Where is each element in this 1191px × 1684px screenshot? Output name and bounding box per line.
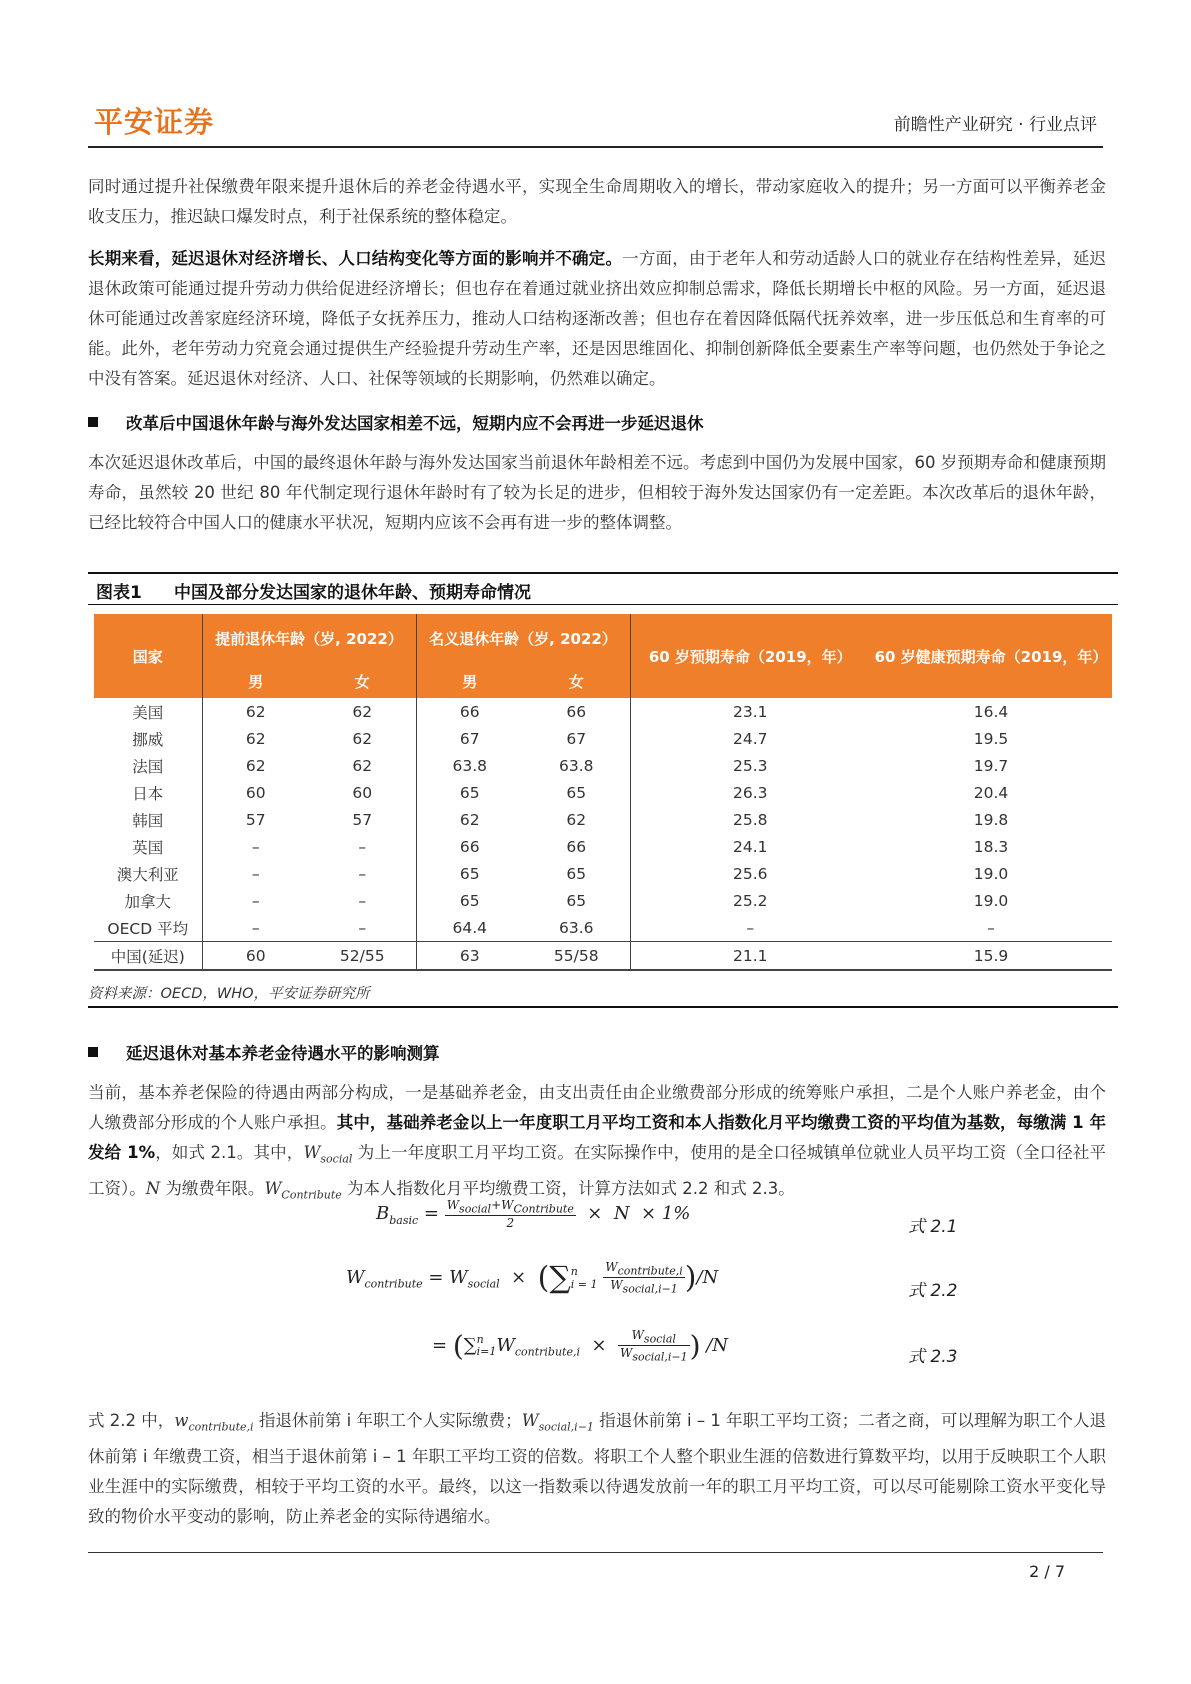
cell-early-female: –: [309, 833, 416, 860]
cell-early-female: –: [309, 887, 416, 914]
paragraph-2-body: 一方面，由于老年人和劳动适龄人口的就业存在结构性差异，延迟退休政策可能通过提升劳动力供给促进经济增长；但也存在着通过就业挤出效应抑制总需求，降低长期增长中枢的风险。另一方面，延迟退休可能通过改善家庭经济环境，降低子女抚养压力，推动人口结构逐渐改善；但也存在着因降低隔代抚养效率，进一步压低总和生育率的可能。此外，老年劳动力究竟会通过提供生产经验提升劳动生产率，还是因思维固化、抑制创新降低全要素生产率等问题，也仍然处于争论之中没有答案。延迟退休对经济、人口、社保等领域的长期影响，仍然难以确定。: [88, 249, 1107, 388]
cell-early-male: 60: [202, 942, 309, 971]
cell-country: 日本: [94, 779, 202, 806]
paragraph-2: [88, 244, 1106, 394]
brand-logo: 平安证券: [94, 105, 215, 139]
table-row: [94, 860, 1112, 887]
table-row: [94, 752, 1112, 779]
cell-early-male: 57: [245, 810, 266, 829]
paragraph-4-part-a: 当前，基本养老保险的待遇由两部分构成，一是基础养老金，由支出责任由企业缴费部分形成的统筹账户承担，二是个人账户养老金，由个人缴费部分形成的个人账户承担。: [88, 1083, 1106, 1132]
cell-early-male: –: [251, 891, 260, 910]
page-number: 2 / 7: [1029, 1562, 1065, 1581]
paragraph-4-bold: 其中，基础养老金以上一年度职工月平均工资和本人指数化月平均缴费工资的平均值为基数，每缴满 1 年发给 1%: [88, 1113, 1106, 1162]
cell-nominal-male: 65: [459, 864, 480, 883]
retirement-age-table: [94, 614, 1112, 971]
cell-early-female: 57: [309, 806, 416, 833]
figure-title-bar: [88, 572, 1118, 605]
section-heading-1-text: 改革后中国退休年龄与海外发达国家相差不远，短期内应不会再进一步延迟退休: [126, 414, 704, 433]
cell-country: OECD 平均: [94, 914, 202, 942]
cell-nominal-female: 55/58: [523, 942, 630, 971]
cell-life-expectancy: 25.3: [732, 756, 768, 775]
equation-label-2-3: 式 2.3: [908, 1347, 958, 1367]
paragraph-4-part-b: ，如式 2.1。其中，: [155, 1143, 304, 1162]
cell-nominal-male: 65: [459, 783, 480, 802]
cell-healthy-life-expectancy: 19.0: [973, 864, 1009, 883]
paragraph-4: [88, 1078, 1106, 1211]
paragraph-4-part-d: 为缴费年限。: [160, 1179, 265, 1199]
cell-life-expectancy: 23.1: [732, 702, 768, 721]
table-row: [94, 725, 1112, 752]
cell-early-female: 60: [309, 779, 416, 806]
paragraph-2-lead: 长期来看，延迟退休对经济增长、人口结构变化等方面的影响并不确定。: [88, 249, 623, 268]
table-row: [94, 942, 1112, 971]
cell-early-female: 62: [309, 698, 416, 725]
section-heading-1: [88, 410, 704, 434]
cell-nominal-male: 63.8: [452, 756, 487, 775]
cell-healthy-life-expectancy: 15.9: [870, 942, 1112, 971]
header-early-retirement: 提前退休年龄（岁, 2022）: [202, 614, 416, 664]
cell-nominal-male: 63: [416, 942, 523, 971]
cell-healthy-life-expectancy: 18.3: [973, 837, 1009, 856]
cell-nominal-female: 65: [523, 779, 630, 806]
formula-2-2: $W_{contribute} = W_{social} \times (\sum n$ i = 1 $\frac{W_{contribute,i}}{W_{social,i-1}}$ )/N: [346, 1260, 719, 1296]
cell-early-female: –: [309, 914, 416, 942]
header-nominal-retirement: 名义退休年龄（岁, 2022）: [416, 614, 630, 664]
table-row: [94, 887, 1112, 914]
cell-nominal-female: 63.6: [523, 914, 630, 942]
header-nominal-male: 男: [416, 664, 523, 698]
symbol-w-contribute-i: $w_{contribute,i}$: [174, 1411, 254, 1434]
cell-life-expectancy: 26.3: [732, 783, 768, 802]
symbol-w-contribute: $W_{Contribute}$: [264, 1179, 342, 1202]
figure-number: 图表1: [96, 583, 142, 603]
symbol-n: N: [145, 1179, 161, 1199]
cell-early-male: –: [251, 918, 260, 937]
cell-early-male: 62: [245, 702, 266, 721]
formula-2-3: = (∑n $i=1W_{contribute,i}$ × $\frac{W_{social}}{W_{social,i-1}}$ ) /N: [432, 1328, 729, 1364]
cell-nominal-female: 63.8: [523, 752, 630, 779]
section-heading-2-text: 延迟退休对基本养老金待遇水平的影响测算: [126, 1044, 440, 1063]
cell-early-female: 62: [309, 725, 416, 752]
cell-country: 中国(延迟): [94, 942, 202, 971]
cell-country: 美国: [94, 698, 202, 725]
paragraph-3: 本次延迟退休改革后，中国的最终退休年龄与海外发达国家当前退休年龄相差不远。考虑到中国仍为发展中国家，60 岁预期寿命和健康预期寿命，虽然较 20 世纪 80 年代制定现行退休年龄时有了较为长足的进步，但相较于海外发达国家仍有一定差距。本次改革后的退休年龄，已经比较符合中国人口的健康水平状况，短期内应该不会再有进一步的整体调整。: [88, 453, 1106, 532]
symbol-w-social: $W_{social}$: [303, 1143, 353, 1166]
cell-nominal-male: 67: [459, 729, 480, 748]
header-early-male: 男: [202, 664, 309, 698]
cell-life-expectancy: 25.6: [732, 864, 768, 883]
cell-life-expectancy: 25.8: [732, 810, 768, 829]
header-nominal-female: 女: [523, 664, 630, 698]
paragraph-4-part-e: 为本人指数化月平均缴费工资，计算方法如式 2.2 和式 2.3。: [341, 1179, 795, 1199]
table-row: [94, 779, 1112, 806]
bullet-square-icon: [88, 1047, 98, 1057]
paragraph-5-part-c: 指退休前第 i – 1 年职工平均工资；二者之商，可以理解为职工个人退休前第 i 年缴费工资，相当于退休前第 i – 1 年职工平均工资的倍数。将职工个人整个职业生涯的倍数进行算数平均，以用于反映职工个人职业生涯中的实际缴费，相较于平均工资的水平。最终，以这一指数乘以待遇发放前一年的职工月平均工资，可以尽可能剔除工资水平变化导致的物价水平变动的影响，防止养老金的实际待遇缩水。: [88, 1411, 1106, 1527]
cell-healthy-life-expectancy: 19.8: [973, 810, 1009, 829]
equation-label-2-1: 式 2.1: [908, 1217, 958, 1237]
cell-life-expectancy: 25.2: [732, 891, 768, 910]
cell-life-expectancy: 21.1: [630, 942, 870, 971]
cell-nominal-male: 62: [459, 810, 480, 829]
cell-country: 加拿大: [94, 887, 202, 914]
footer-divider: [88, 1552, 1103, 1553]
cell-early-male: –: [251, 837, 260, 856]
cell-nominal-female: 65: [523, 887, 630, 914]
cell-country: 挪威: [94, 725, 202, 752]
header-healthy-life-expectancy: 60 岁健康预期寿命（2019，年）: [870, 614, 1112, 698]
equation-label-2-2: 式 2.2: [908, 1281, 958, 1301]
cell-healthy-life-expectancy: 16.4: [973, 702, 1009, 721]
cell-nominal-male: 65: [459, 891, 480, 910]
cell-early-female: –: [309, 860, 416, 887]
cell-healthy-life-expectancy: 19.5: [973, 729, 1009, 748]
cell-life-expectancy: 24.1: [732, 837, 768, 856]
symbol-w-social-i-1: $W_{social,i-1}$: [521, 1411, 594, 1434]
table-row: [94, 914, 1112, 942]
header-early-female: 女: [309, 664, 416, 698]
cell-life-expectancy: 24.7: [732, 729, 768, 748]
header-life-expectancy: 60 岁预期寿命（2019，年）: [630, 614, 870, 698]
cell-country: 法国: [94, 752, 202, 779]
paragraph-5-part-b: 指退休前第 i 年职工个人实际缴费；: [253, 1411, 522, 1430]
cell-country: 英国: [94, 833, 202, 860]
table-body: [94, 698, 1112, 970]
formula-2-1: $B_{basic}$ = $\frac{W_{social}+W_{Contribute}}{2}$ × N × 1%: [376, 1198, 691, 1231]
cell-early-male: 62: [245, 756, 266, 775]
cell-nominal-female: 67: [523, 725, 630, 752]
cell-nominal-male: 64.4: [452, 918, 487, 937]
document-type: 前瞻性产业研究 · 行业点评: [893, 115, 1097, 135]
cell-healthy-life-expectancy: 19.7: [973, 756, 1009, 775]
section-heading-2: [88, 1040, 440, 1064]
cell-healthy-life-expectancy: 20.4: [973, 783, 1009, 802]
cell-nominal-male: 66: [459, 702, 480, 721]
paragraph-5: [88, 1406, 1106, 1532]
paragraph-4-part-c: 为上一年度职工月平均工资。在实际操作中，使用的是全口径城镇单位就业人员平均工资（全口径社平工资）。: [88, 1143, 1106, 1199]
table-row: [94, 698, 1112, 725]
paragraph-5-part-a: 式 2.2 中，: [88, 1411, 175, 1430]
cell-nominal-female: 66: [523, 698, 630, 725]
cell-nominal-female: 65: [523, 860, 630, 887]
cell-early-male: 60: [245, 783, 266, 802]
cell-healthy-life-expectancy: 19.0: [973, 891, 1009, 910]
cell-life-expectancy: –: [746, 918, 755, 937]
figure-source: 资料来源：OECD，WHO，平安证券研究所: [88, 982, 1118, 1008]
cell-country: 澳大利亚: [94, 860, 202, 887]
cell-nominal-male: 66: [459, 837, 480, 856]
table-row: [94, 833, 1112, 860]
table-row: [94, 806, 1112, 833]
figure-title: 中国及部分发达国家的退休年龄、预期寿命情况: [174, 583, 531, 603]
cell-early-female: 62: [309, 752, 416, 779]
cell-healthy-life-expectancy: –: [987, 918, 995, 937]
cell-nominal-female: 66: [523, 833, 630, 860]
bullet-square-icon: [88, 417, 98, 427]
header-country: 国家: [94, 614, 202, 698]
paragraph-1: 同时通过提升社保缴费年限来提升退休后的养老金待遇水平，实现全生命周期收入的增长，带动家庭收入的提升；另一方面可以平衡养老金收支压力，推迟缺口爆发时点，利于社保系统的整体稳定。: [88, 177, 1106, 226]
cell-early-female: 52/55: [309, 942, 416, 971]
cell-early-male: –: [251, 864, 260, 883]
cell-early-male: 62: [245, 729, 266, 748]
cell-country: 韩国: [94, 806, 202, 833]
cell-nominal-female: 62: [523, 806, 630, 833]
header-divider: [88, 146, 1103, 148]
